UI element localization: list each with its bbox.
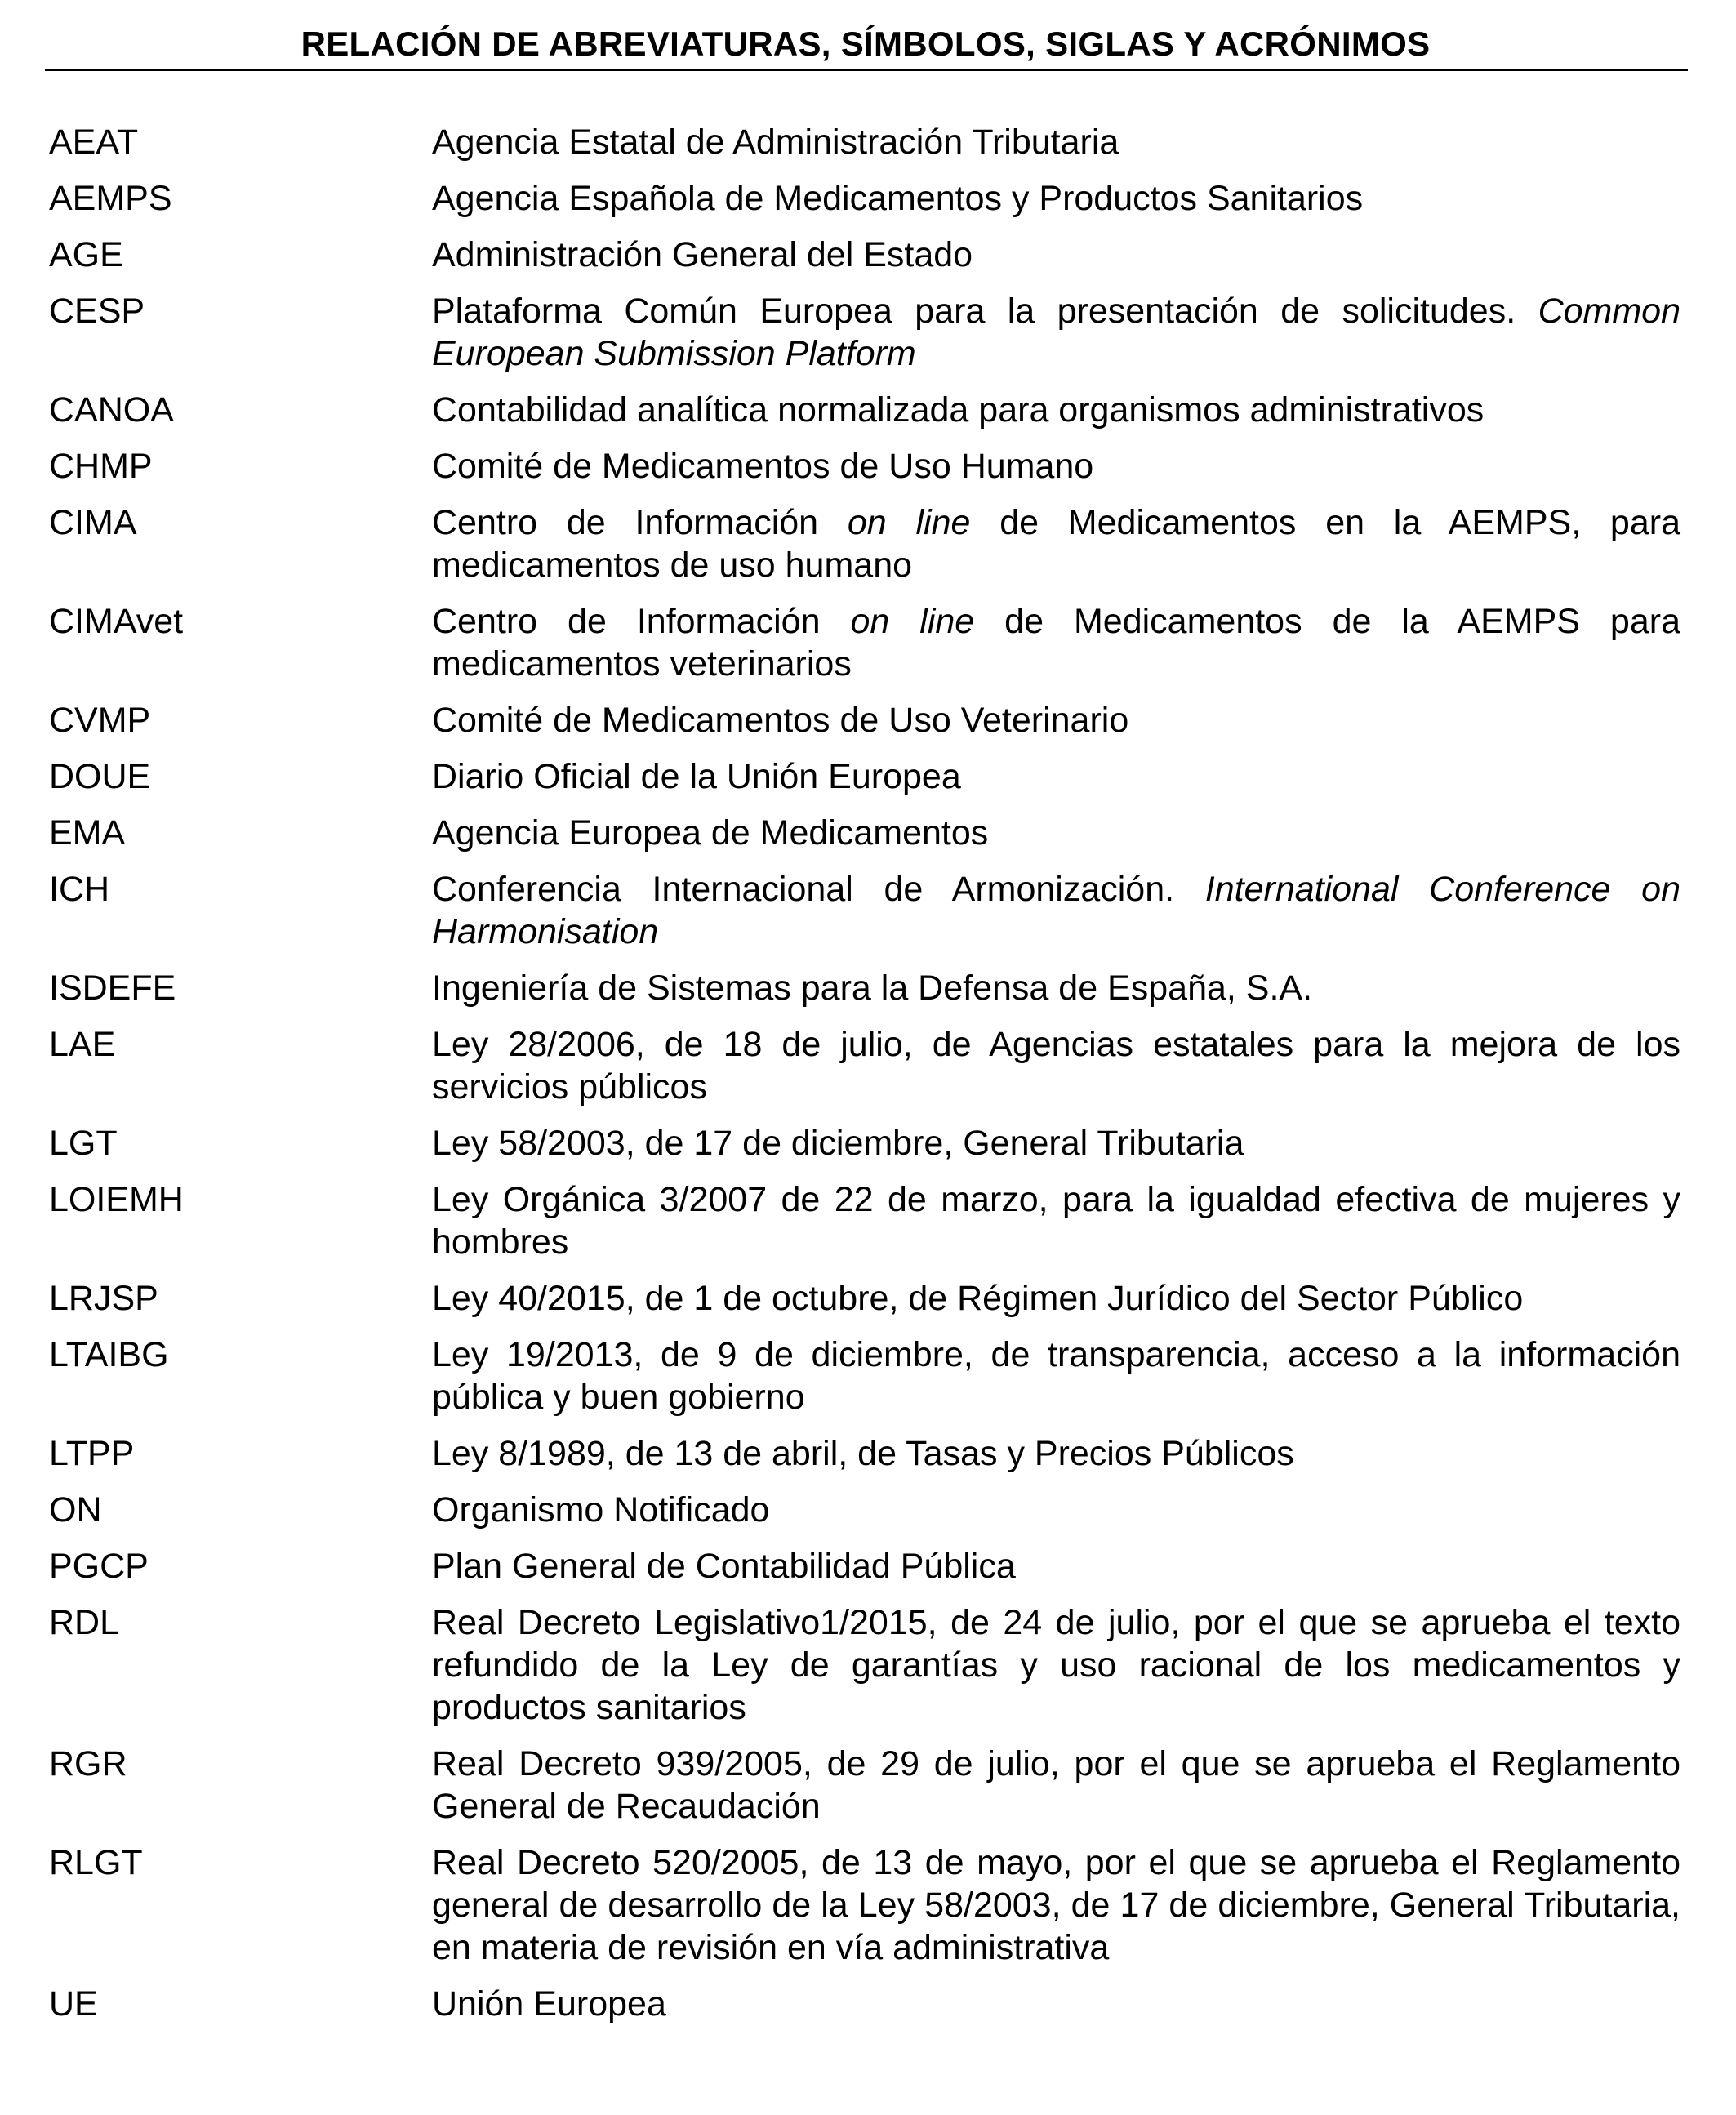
- list-item: [49, 868, 1680, 953]
- definition: Ley 40/2015, de 1 de octubre, de Régimen Jurídico del Sector Público: [432, 1279, 1524, 1318]
- list-item: [49, 755, 1680, 798]
- abbreviation: LTAIBG: [49, 1335, 169, 1374]
- abbreviation: CESP: [49, 292, 145, 331]
- definition: Real Decreto Legislativo1/2015, de 24 de julio, por el que se aprueba el texto refundido de la Ley de garantías y uso racional de los medicamentos y productos sanitarios: [432, 1603, 1680, 1727]
- definition: Real Decreto 520/2005, de 13 de mayo, por el que se aprueba el Reglamento general de desarrollo de la Ley 58/2003, de 17 de diciembre, General Tributaria, en materia de revisión en vía administrativa: [432, 1843, 1680, 1967]
- abbreviation: ON: [49, 1490, 102, 1529]
- definition: Agencia Europea de Medicamentos: [432, 813, 989, 853]
- definition: Ley 58/2003, de 17 de diciembre, General Tributaria: [432, 1124, 1244, 1163]
- abbreviation: CANOA: [49, 390, 174, 430]
- list-item: [49, 121, 1680, 163]
- definition: Plan General de Contabilidad Pública: [432, 1547, 1016, 1586]
- list-item: [49, 1334, 1680, 1418]
- definition: Centro de Información on line de Medicamentos de la AEMPS para medicamentos veterinarios: [432, 602, 1680, 683]
- list-item: [49, 1277, 1680, 1320]
- list-item: [49, 1023, 1680, 1108]
- abbreviation: CVMP: [49, 701, 151, 740]
- list-item: [49, 1545, 1680, 1587]
- list-item: [49, 1432, 1680, 1475]
- abbreviation: AEAT: [49, 122, 139, 162]
- list-item: [49, 501, 1680, 586]
- list-item: [49, 1841, 1680, 1969]
- list-item: [49, 699, 1680, 741]
- abbreviation: CIMA: [49, 503, 137, 542]
- definition: Agencia Estatal de Administración Tributaria: [432, 122, 1119, 162]
- definition: Conferencia Internacional de Armonización. International Conference on Harmonisation: [432, 870, 1680, 951]
- definition: Ingeniería de Sistemas para la Defensa de España, S.A.: [432, 968, 1313, 1008]
- definition: Ley 28/2006, de 18 de julio, de Agencias estatales para la mejora de los servicios públicos: [432, 1025, 1680, 1106]
- definition: Comité de Medicamentos de Uso Humano: [432, 447, 1094, 486]
- abbreviation: ISDEFE: [49, 968, 176, 1008]
- list-item: [49, 1743, 1680, 1828]
- list-item: [49, 812, 1680, 854]
- abbreviation: RLGT: [49, 1843, 143, 1882]
- list-item: [49, 967, 1680, 1009]
- definition: Unión Europea: [432, 1984, 666, 2024]
- abbreviation-list: [49, 121, 1680, 2039]
- page-title: RELACIÓN DE ABREVIATURAS, SÍMBOLOS, SIGLAS Y ACRÓNIMOS: [300, 24, 1431, 63]
- definition: Organismo Notificado: [432, 1490, 770, 1529]
- definition: Centro de Información on line de Medicamentos en la AEMPS, para medicamentos de uso humano: [432, 503, 1680, 585]
- abbreviation: LTPP: [49, 1434, 135, 1473]
- list-item: [49, 1601, 1680, 1729]
- definition: Ley 19/2013, de 9 de diciembre, de transparencia, acceso a la información pública y buen gobierno: [432, 1335, 1680, 1417]
- abbreviation: UE: [49, 1984, 98, 2024]
- list-item: [49, 1489, 1680, 1531]
- list-item: [49, 1178, 1680, 1263]
- abbreviation: PGCP: [49, 1547, 149, 1586]
- definition: Ley Orgánica 3/2007 de 22 de marzo, para la igualdad efectiva de mujeres y hombres: [432, 1180, 1680, 1262]
- abbreviation: LGT: [49, 1124, 118, 1163]
- list-item: [49, 1122, 1680, 1164]
- title-underline: [45, 69, 1688, 71]
- definition: Plataforma Común Europea para la presentación de solicitudes. Common European Submission Platform: [432, 292, 1680, 373]
- abbreviation: EMA: [49, 813, 126, 853]
- abbreviation: LAE: [49, 1025, 116, 1064]
- abbreviation: CHMP: [49, 447, 153, 486]
- list-item: [49, 177, 1680, 220]
- definition: Diario Oficial de la Unión Europea: [432, 757, 961, 796]
- abbreviation: RDL: [49, 1603, 120, 1642]
- definition: Contabilidad analítica normalizada para organismos administrativos: [432, 390, 1485, 430]
- abbreviation: AEMPS: [49, 179, 172, 218]
- abbreviation: DOUE: [49, 757, 151, 796]
- abbreviation: CIMAvet: [49, 602, 184, 641]
- definition: Real Decreto 939/2005, de 29 de julio, por el que se aprueba el Reglamento General de Recaudación: [432, 1744, 1680, 1826]
- definition: Agencia Española de Medicamentos y Productos Sanitarios: [432, 179, 1364, 218]
- abbreviation: LRJSP: [49, 1279, 158, 1318]
- list-item: [49, 445, 1680, 488]
- abbreviation: AGE: [49, 235, 123, 274]
- definition: Comité de Medicamentos de Uso Veterinario: [432, 701, 1129, 740]
- definition: Administración General del Estado: [432, 235, 973, 274]
- definition: Ley 8/1989, de 13 de abril, de Tasas y Precios Públicos: [432, 1434, 1294, 1473]
- list-item: [49, 389, 1680, 431]
- abbreviation: ICH: [49, 870, 110, 909]
- list-item: [49, 234, 1680, 276]
- list-item: [49, 1983, 1680, 2025]
- list-item: [49, 600, 1680, 685]
- abbreviation: LOIEMH: [49, 1180, 184, 1219]
- list-item: [49, 290, 1680, 375]
- abbreviation: RGR: [49, 1744, 127, 1783]
